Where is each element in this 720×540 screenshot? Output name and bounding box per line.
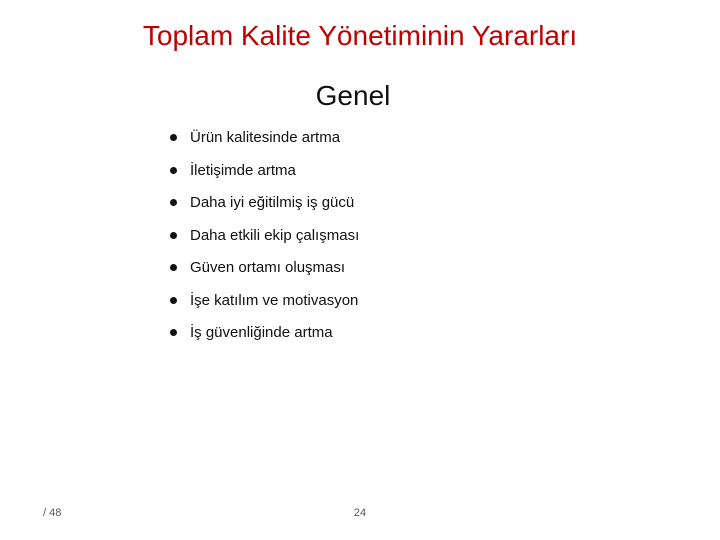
list-item xyxy=(168,285,359,318)
list-item xyxy=(168,187,359,220)
list-item xyxy=(168,317,359,350)
list-item-text: İletişimde artma xyxy=(190,161,296,179)
bullet-icon xyxy=(170,329,177,336)
footer-total-pages: / 48 xyxy=(43,507,62,519)
list-item-text: Güven ortamı oluşması xyxy=(190,259,346,276)
bullet-list xyxy=(168,122,359,350)
section-heading: Genel xyxy=(315,80,391,111)
bullet-icon xyxy=(170,167,177,174)
list-item-text: Ürün kalitesinde artma xyxy=(190,129,341,146)
list-item xyxy=(168,252,359,285)
bullet-icon xyxy=(170,199,177,206)
bullet-icon xyxy=(170,134,177,141)
list-item-text: Daha iyi eğitilmiş iş gücü xyxy=(190,194,355,211)
bullet-icon xyxy=(170,264,177,271)
page-number: 24 xyxy=(353,507,367,519)
slide-title: Toplam Kalite Yönetiminin Yararları xyxy=(142,20,578,51)
list-item-text: İşe katılım ve motivasyon xyxy=(190,291,359,309)
list-item xyxy=(168,122,359,155)
list-item xyxy=(168,220,359,253)
bullet-icon xyxy=(170,232,177,239)
list-item-text: İş güvenliğinde artma xyxy=(190,324,333,341)
list-item xyxy=(168,155,359,188)
bullet-icon xyxy=(170,297,177,304)
list-item-text: Daha etkili ekip çalışması xyxy=(190,226,360,244)
